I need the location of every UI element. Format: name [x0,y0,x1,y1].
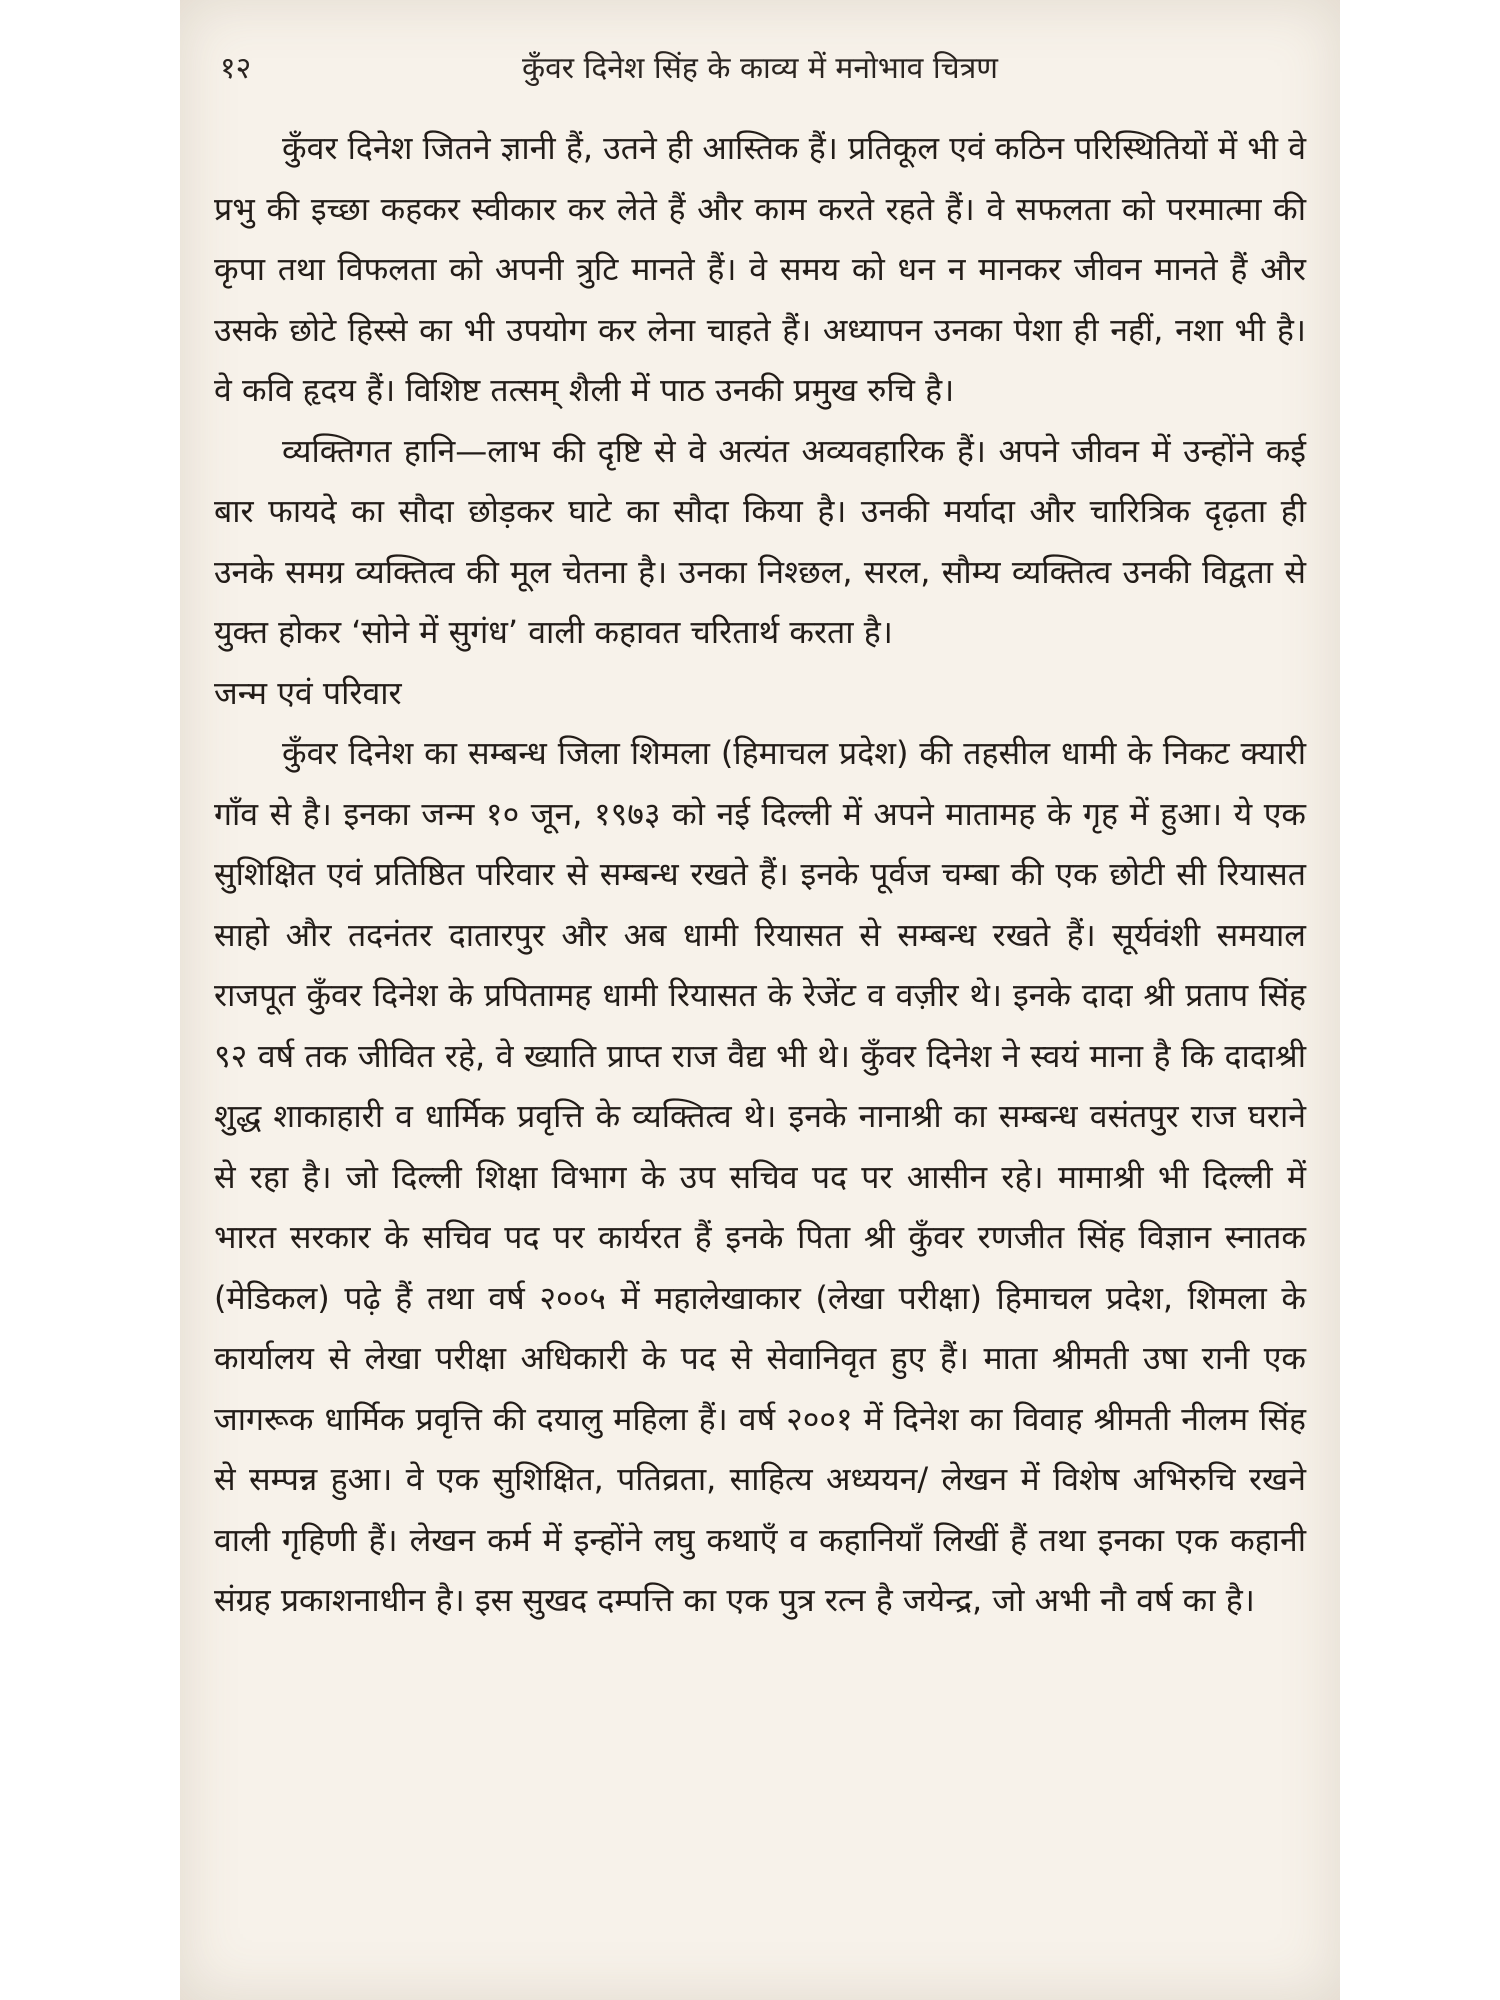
running-title: कुँवर दिनेश सिंह के काव्य में मनोभाव चित्रण [522,51,998,86]
section-heading: जन्म एवं परिवार [214,673,402,712]
page-number: १२ [220,51,252,86]
page-header [220,40,1300,100]
body-text [214,118,1306,1631]
book-page [180,0,1340,2000]
paragraph-2: व्यक्तिगत हानि—लाभ की दृष्टि से वे अत्यंत अव्यवहारिक हैं। अपने जीवन में उन्होंने कई बार फायदे का सौदा छोड़कर घाटे का सौदा किया है। उनकी मर्यादा और चारित्रिक दृढ़ता ही उनके समग्र व्यक्तित्व की मूल चेतना है। उनका निश्छल, सरल, सौम्य व्यक्तित्व उनकी विद्वता से युक्त होकर ‘सोने में सुगंध’ वाली कहावत चरितार्थ करता है। [214,431,1306,651]
paragraph-1: कुँवर दिनेश जितने ज्ञानी हैं, उतने ही आस्तिक हैं। प्रतिकूल एवं कठिन परिस्थितियों में भी वे प्रभु की इच्छा कहकर स्वीकार कर लेते हैं और काम करते रहते हैं। वे सफलता को परमात्मा की कृपा तथा विफलता को अपनी त्रुटि मानते हैं। वे समय को धन न मानकर जीवन मानते हैं और उसके छोटे हिस्से का भी उपयोग कर लेना चाहते हैं। अध्यापन उनका पेशा ही नहीं, नशा भी है। वे कवि हृदय हैं। विशिष्ट तत्सम् शैली में पाठ उनकी प्रमुख रुचि है। [214,129,1306,409]
paragraph-3: कुँवर दिनेश का सम्बन्ध जिला शिमला (हिमाचल प्रदेश) की तहसील धामी के निकट क्यारी गाँव से है। इनका जन्म १० जून, १९७३ को नई दिल्ली में अपने मातामह के गृह में हुआ। ये एक सुशिक्षित एवं प्रतिष्ठित परिवार से सम्बन्ध रखते हैं। इनके पूर्वज चम्बा की एक छोटी सी रियासत साहो और तदनंतर दातारपुर और अब धामी रियासत से सम्बन्ध रखते हैं। सूर्यवंशी समयाल राजपूत कुँवर दिनेश के प्रपितामह धामी रियासत के रेजेंट व वज़ीर थे। इनके दादा श्री प्रताप सिंह ९२ वर्ष तक जीवित रहे, वे ख्याति प्राप्त राज वैद्य भी थे। कुँवर दिनेश ने स्वयं माना है कि दादाश्री शुद्ध शाकाहारी व धार्मिक प्रवृत्ति के व्यक्तित्व थे। इनके नानाश्री का सम्बन्ध वसंतपुर राज घराने से रहा है। जो दिल्ली शिक्षा विभाग के उप सचिव पद पर आसीन रहे। मामाश्री भी दिल्ली में भारत सरकार के सचिव पद पर कार्यरत हैं इनके पिता श्री कुँवर रणजीत सिंह विज्ञान स्नातक (मेडिकल) पढ़े हैं तथा वर्ष २००५ में महालेखाकार (लेखा परीक्षा) हिमाचल प्रदेश, शिमला के कार्यालय से लेखा परीक्षा अधिकारी के पद से सेवानिवृत हुए हैं। माता श्रीमती उषा रानी एक जागरूक धार्मिक प्रवृत्ति की दयालु महिला हैं। वर्ष २००१ में दिनेश का विवाह श्रीमती नीलम सिंह से सम्पन्न हुआ। वे एक सुशिक्षित, पतिव्रता, साहित्य अध्ययन/ लेखन में विशेष अभिरुचि रखने वाली गृहिणी हैं। लेखन कर्म में इन्होंने लघु कथाएँ व कहानियाँ लिखीं हैं तथा इनका एक कहानी संग्रह प्रकाशनाधीन है। इस सुखद दम्पत्ति का एक पुत्र रत्न है जयेन्द्र, जो अभी नौ वर्ष का है। [214,734,1306,1619]
